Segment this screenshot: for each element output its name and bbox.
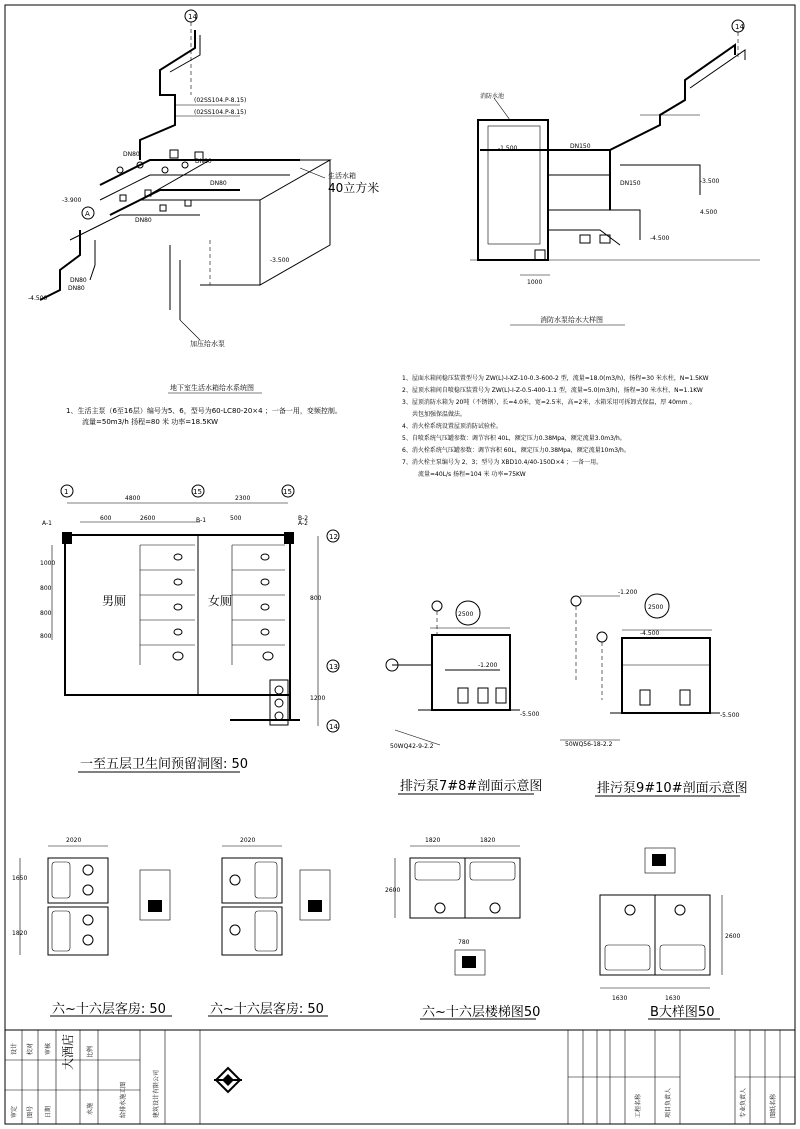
svg-text:800: 800 [40, 610, 52, 617]
tb-project: 大酒店 [61, 1033, 75, 1070]
fire-elev-4: 4.500 [700, 209, 718, 216]
tb-cell10: 项目负责人 [665, 1087, 672, 1118]
fire-label-b: DN150 [570, 143, 591, 150]
b-detail-plan [600, 848, 740, 1020]
tag-a1: A-1 [42, 520, 52, 527]
axis-r15: 15 [193, 488, 202, 496]
bath-plan-1 [12, 837, 172, 1017]
axis-r13: 13 [329, 663, 338, 671]
tank-label-1: 生活水箱 [328, 172, 356, 180]
tb-drawing: 给排水施工图 [120, 1081, 127, 1118]
fire-pump-title: 消防水泵给水大样图 [540, 316, 603, 324]
toilet-dim-b: 2600 [140, 515, 156, 522]
fire-label-c: DN150 [620, 180, 641, 187]
bath3-dim-c: 2600 [385, 887, 401, 894]
bath1-dim: 2020 [66, 837, 82, 844]
note-r3b: 共包加强保温做法。 [412, 411, 467, 418]
svg-text:DN80: DN80 [70, 277, 87, 284]
tb-cell12: 图纸名称 [770, 1093, 777, 1118]
toilet-plan [40, 485, 339, 772]
tag-b2: B-2 [298, 515, 309, 522]
note-r5: 5、自喷系统气压罐参数：调节容积 40L，额定压力0.38Mpa，额定流量3.0m3/h。 [402, 435, 626, 442]
company-logo-icon [214, 1068, 242, 1092]
note-r4: 4、消火栓系统设置屋顶消防试验栓。 [402, 423, 502, 430]
toilet-dim-c: 500 [230, 515, 242, 522]
pumpb-dim2: -4.500 [640, 630, 660, 637]
svg-text:800: 800 [40, 585, 52, 592]
axis-r1: 1 [64, 488, 69, 496]
sump-pump-a [386, 601, 542, 794]
tb-cell8: 比例 [87, 1045, 94, 1058]
tank-label-2: 40立方米 [328, 181, 380, 195]
toilet-dim-d: 800 [310, 595, 322, 602]
stair-plan [385, 837, 540, 1020]
fire-elev-3: -1.500 [498, 145, 518, 152]
bath1-dim3: 1820 [12, 930, 28, 937]
pump-label-2: DN80 [195, 158, 212, 165]
sump-pump-b [560, 589, 748, 796]
bath3-dim-b: 1820 [480, 837, 496, 844]
bath1-dim2: 1650 [12, 875, 28, 882]
pumpb-dim: 2500 [648, 604, 664, 611]
tb-company: 建筑设计有限公司 [153, 1069, 160, 1118]
bath3-dim-d: 780 [458, 939, 470, 946]
tb-cell1: 设计 [11, 1042, 18, 1055]
svg-text:800: 800 [40, 633, 52, 640]
tb-cell3: 审核 [45, 1042, 52, 1055]
bath4-dim-b: 1630 [665, 995, 681, 1002]
pumpb-elev1: -1.200 [618, 589, 638, 596]
fire-elev-1: -3.500 [700, 178, 720, 185]
toilet-dim-e: 1200 [310, 695, 326, 702]
note-r3: 3、屋顶消防水箱为 20吨（不锈钢），长=4.0米，宽=2.5米，高=2米，水箱采用可拆卸式保温，厚 40mm 。 [402, 399, 696, 406]
tb-cell2: 校对 [27, 1042, 34, 1055]
tb-cell11: 专业负责人 [740, 1087, 747, 1118]
tag-b1: B-1 [196, 517, 207, 524]
fire-dim: 1000 [527, 279, 543, 286]
pumpb-code: 50WQ56-18-2.2 [565, 741, 613, 748]
elev-2: -3.500 [270, 257, 290, 264]
pumpb-elev2: -5.500 [720, 712, 740, 719]
fire-label-a: 消防水池 [480, 93, 505, 100]
axis-r15b: 15 [283, 488, 292, 496]
label-men: 男厕 [102, 594, 127, 608]
bath3-dim-a: 1820 [425, 837, 441, 844]
label-women: 女厕 [208, 594, 233, 608]
axis-bubble-a: A [85, 210, 90, 218]
bath1-title: 六~十六层客房: 50 [52, 1002, 166, 1017]
note-r6: 6、消火栓系统气压罐参数：调节容积 60L，额定压力0.38Mpa，额定流量10m3/h。 [402, 447, 630, 454]
bottom-note: 加压给水泵 [190, 340, 225, 348]
pumpa-elev1: -1.200 [478, 662, 498, 669]
bath2-title: 六~十六层客房: 50 [210, 1002, 324, 1017]
svg-text:1000: 1000 [40, 560, 56, 567]
bath4-dim-a: 1630 [612, 995, 628, 1002]
toilet-dim-total: 4800 [125, 495, 141, 502]
tag-a2: A-2 [298, 520, 308, 527]
toilet-title: 一至五层卫生间预留洞图: 50 [80, 757, 249, 772]
axis-bubble-14b: 14 [735, 23, 744, 31]
tank-system-title: 地下室生活水箱给水系统图 [170, 384, 254, 392]
pump-label-3: DN80 [210, 180, 227, 187]
pump-label-1: DN80 [123, 151, 140, 158]
pumpb-title: 排污泵9#10#剖面示意图 [597, 781, 748, 796]
axis-r14: 14 [329, 723, 338, 731]
tb-cell7: 水施 [87, 1102, 94, 1115]
axis-r12: 12 [329, 533, 338, 541]
bath3-title: 六~十六层楼梯图50 [422, 1005, 541, 1020]
bath-plan-2 [208, 837, 330, 1017]
bath4-title: B大样图50 [650, 1005, 715, 1020]
toilet-dim-a: 600 [100, 515, 112, 522]
pump-label-4: DN80 [135, 217, 152, 224]
pumpa-elev2: -5.500 [520, 711, 540, 718]
tb-cell5: 图号 [27, 1105, 34, 1118]
note-r1: 1、屋面水箱间稳压装置型号为 ZW(L)-I-XZ-10-0.3-600-2 型，流量=18.0(m3/h)，扬程=30 米水柱，N=1.5KW [402, 375, 709, 382]
pipe-label: DN80 [68, 285, 85, 292]
valve-label: (02SS104.P-8.15) [194, 97, 247, 104]
note-r7: 7、消火栓主泵编号为 2、3；型号为 XBD10.4/40-150D×4 ；一备一用。 [402, 459, 603, 466]
note-r2: 2、屋顶水箱间自喷稳压装置号为 ZW(L)-I-Z-0.5-400-1.1 型，流量=5.0(m3/h)，扬程=30 米水柱，N=1.1KW [402, 387, 703, 394]
tb-cell4: 审定 [11, 1105, 18, 1118]
elev-1: -4.500 [28, 295, 48, 302]
note-1b: 流量=50m3/h 扬程=80 米 功率=18.5KW [82, 418, 219, 426]
fire-elev-2: -4.500 [650, 235, 670, 242]
note-r7b: 流量=40L/s 扬程=104 米 功率=75KW [418, 471, 526, 478]
tb-cell9: 工程名称 [635, 1093, 642, 1118]
tb-cell6: 日期 [45, 1105, 52, 1118]
pumpa-dim: 2500 [458, 611, 474, 618]
toilet-dim-right: 2300 [235, 495, 251, 502]
bath4-dim-c: 2600 [725, 933, 741, 940]
pumpa-title: 排污泵7#8#剖面示意图 [400, 779, 543, 794]
title-block [5, 1030, 795, 1124]
svg-text:(02SS104.P-8.15): (02SS104.P-8.15) [194, 109, 247, 116]
bath2-dim: 2020 [240, 837, 256, 844]
fire-pump-diagram [470, 20, 760, 325]
tank-system-diagram [28, 10, 379, 393]
notes-block [66, 374, 709, 478]
elev-3: -3.900 [62, 197, 82, 204]
axis-bubble-14: 14 [188, 13, 197, 21]
pumpa-code: 50WQ42-9-2.2 [390, 743, 434, 750]
note-1a: 1、生活主泵（6至16层）编号为5、6，型号为60-LC80-20×4 ；一备一用，变频控制。 [66, 407, 342, 415]
